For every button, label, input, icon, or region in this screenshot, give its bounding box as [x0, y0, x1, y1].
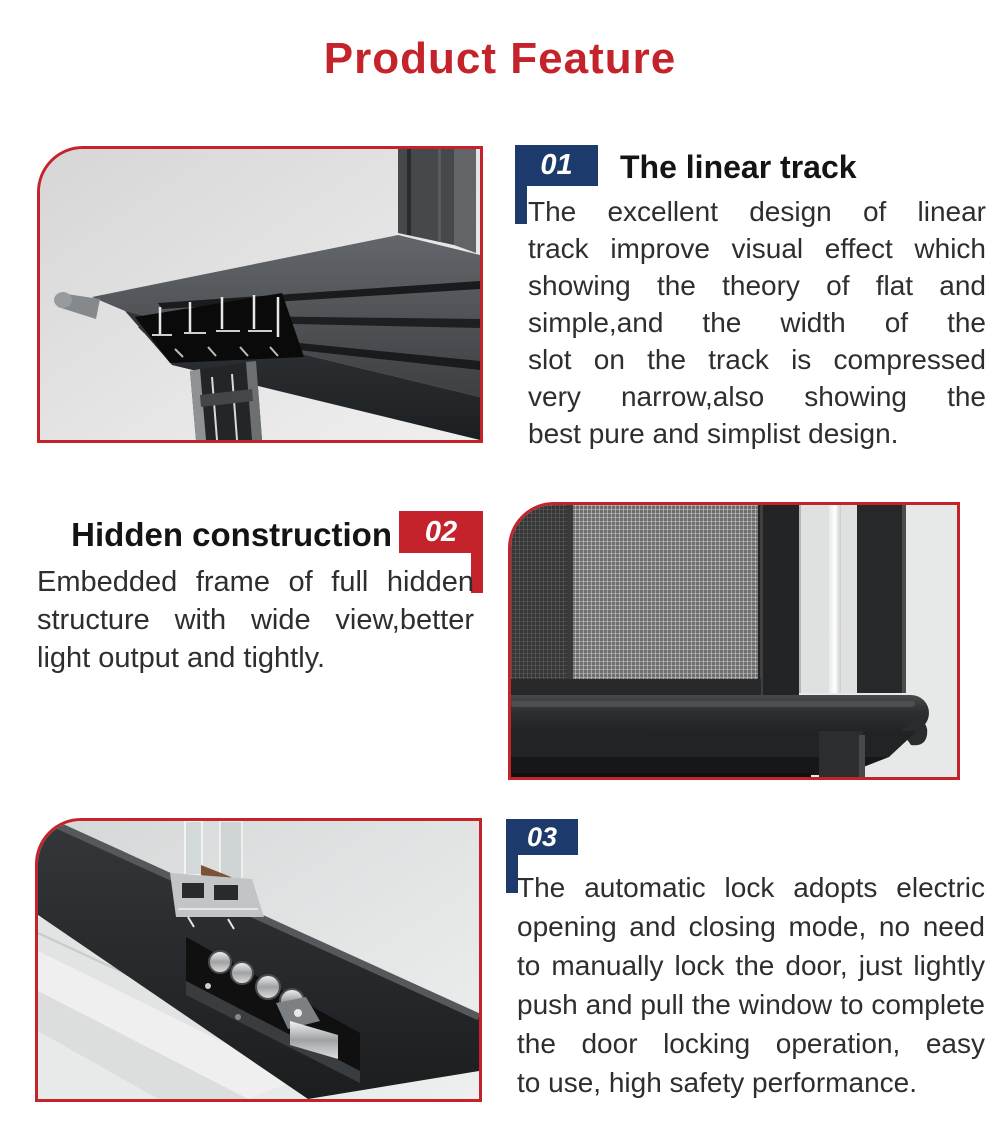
body-line: structure with wide view,better: [37, 604, 474, 636]
body-line: simple,and the width of the: [528, 307, 986, 338]
body-line: opening and closing mode, no need: [517, 911, 985, 942]
section-03-badge: [506, 819, 578, 855]
body-line: The automatic lock adopts electric: [517, 872, 985, 903]
body-line: slot on the track is compressed: [528, 344, 986, 375]
section-03-body: [517, 868, 985, 1102]
body-line: The excellent design of linear: [528, 196, 986, 227]
body-line: best pure and simplist design.: [528, 418, 899, 449]
body-line: Embedded frame of full hidden: [37, 566, 474, 598]
section-02-badge: [399, 511, 483, 553]
feature-image-linear-track: [37, 146, 483, 443]
body-line: to use, high safety performance.: [517, 1067, 917, 1098]
body-line: track improve visual effect which: [528, 233, 986, 264]
section-01-number: 01: [540, 149, 573, 181]
section-02-heading: Hidden construction: [71, 516, 392, 553]
feature-image-hidden-construction: [508, 502, 960, 780]
section-03-number: 03: [526, 821, 558, 852]
feature-image-automatic-lock: [35, 818, 482, 1102]
hidden-construction-illustration: [511, 505, 957, 777]
body-line: push and pull the window to complete: [517, 989, 985, 1020]
section-01-body: [528, 193, 986, 452]
linear-track-illustration: [40, 149, 480, 440]
body-line: showing the theory of flat and: [528, 270, 986, 301]
body-line: light output and tightly.: [37, 642, 326, 674]
section-01-badge: [515, 145, 598, 186]
section-02-body: [37, 563, 474, 677]
body-line: the door locking operation, easy: [517, 1028, 985, 1059]
section-01-heading: The linear track: [620, 149, 857, 185]
page-title: Product Feature: [323, 34, 677, 83]
section-01-badge-ribbon: [515, 186, 527, 224]
body-line: to manually lock the door, just lightly: [517, 950, 985, 981]
body-line: very narrow,also showing the: [528, 381, 986, 412]
section-02-number: 02: [424, 515, 458, 548]
automatic-lock-illustration: [38, 821, 479, 1099]
